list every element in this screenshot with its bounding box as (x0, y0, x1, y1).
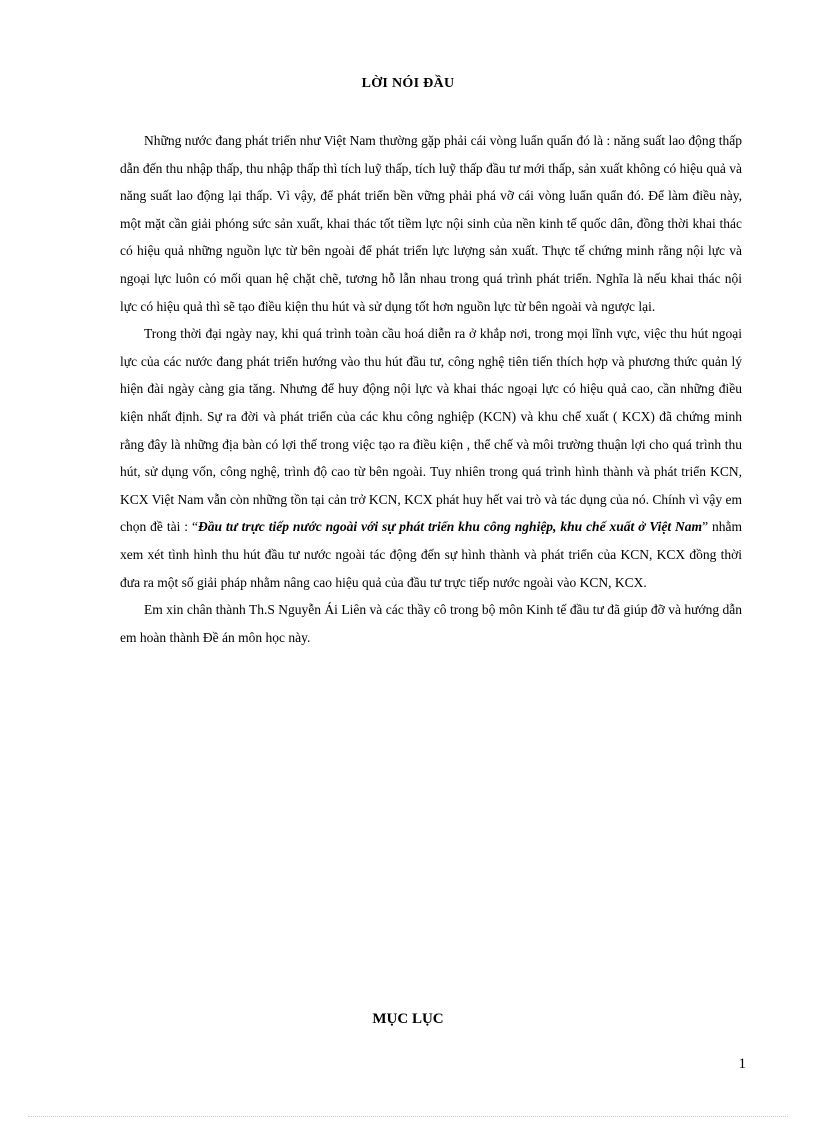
page-title: LỜI NÓI ĐẦU (361, 76, 455, 91)
paragraph-topic-text-before: Trong thời đại ngày nay, khi quá trình toàn cầu hoá diễn ra ở khắp nơi, trong mọi lĩnh vực, việc thu hút ngoại lực của các nước đang phát triển hướng vào thu hút đầu tư, công nghệ tiên tiến thích hợp và phương thức quản lý hiện đài ngày càng gia tăng. Nhưng để huy động nội lực và khai thác ngoại lực có hiệu quả cao, cần những điều kiện nhất định. Sự ra đời và phát triển của các khu công nghiệp (KCN) và khu chế xuất ( KCX) đã chứng minh rằng đây là những địa bàn có lợi thế trong việc tạo ra điều kiện , thể chế và môi trường thuận lợi cho quá trình thu hút, sử dụng vốn, công nghệ, trình độ cao từ bên ngoài. Tuy nhiên trong quá trình hình thành và phát triển KCN, KCX Việt Nam vẫn còn những tồn tại cản trở KCN, KCX phát huy hết vai trò và tác dụng của nó. Chính vì vậy em chọn đề tài : “ (120, 326, 742, 535)
page-number: 1 (738, 1056, 746, 1072)
page-bottom-border (28, 1116, 788, 1117)
body-text (120, 127, 742, 651)
paragraph-topic (120, 320, 742, 596)
table-of-contents-title: MỤC LỤC (372, 1011, 444, 1027)
thesis-topic-emphasis: Đầu tư trực tiếp nước ngoài với sự phát triển khu công nghiệp, khu chế xuất ở Việt Nam (197, 519, 703, 535)
paragraph-thanks: Em xin chân thành Th.S Nguyễn Ái Liên và các thầy cô trong bộ môn Kinh tế đầu tư đã giúp đỡ và hướng dẫn em hoàn thành Đề án môn học này. (120, 602, 742, 645)
paragraph-intro: Những nước đang phát triển như Việt Nam thường gặp phải cái vòng luẩn quẩn đó là : năng suất lao động thấp dẫn đến thu nhập thấp, thu nhập thấp thì tích luỹ thấp, tích luỹ thấp đầu tư mới thấp, sản xuất không có hiệu quả và năng suất lao động lại thấp. Vì vậy, để phát triển bền vững phải phá vỡ cái vòng luẩn quẩn đó. Để làm điều này, một mặt cần giải phóng sức sản xuất, khai thác tốt tiềm lực nội sinh của nền kinh tế quốc dân, đồng thời khai thác có hiệu quả những nguồn lực từ bên ngoài để phát triển lực lượng sản xuất. Thực tế chứng minh rằng nội lực và ngoại lực luôn có mối quan hệ chặt chẽ, tương hỗ lẫn nhau trong quá trình phát triển. Nghĩa là nếu khai thác nội lực có hiệu quả thì sẽ tạo điều kiện thu hút và sử dụng tốt hơn nguồn lực từ bên ngoài và ngược lại. (120, 133, 742, 314)
paragraph-topic-text-after: ” nhằm xem xét tình hình thu hút đầu tư nước ngoài tác động đến sự hình thành và phát triển của KCN, KCX đồng thời đưa ra một số giải pháp nhằm nâng cao hiệu quả của đầu tư trực tiếp nước ngoài vào KCN, KCX. (120, 519, 742, 590)
